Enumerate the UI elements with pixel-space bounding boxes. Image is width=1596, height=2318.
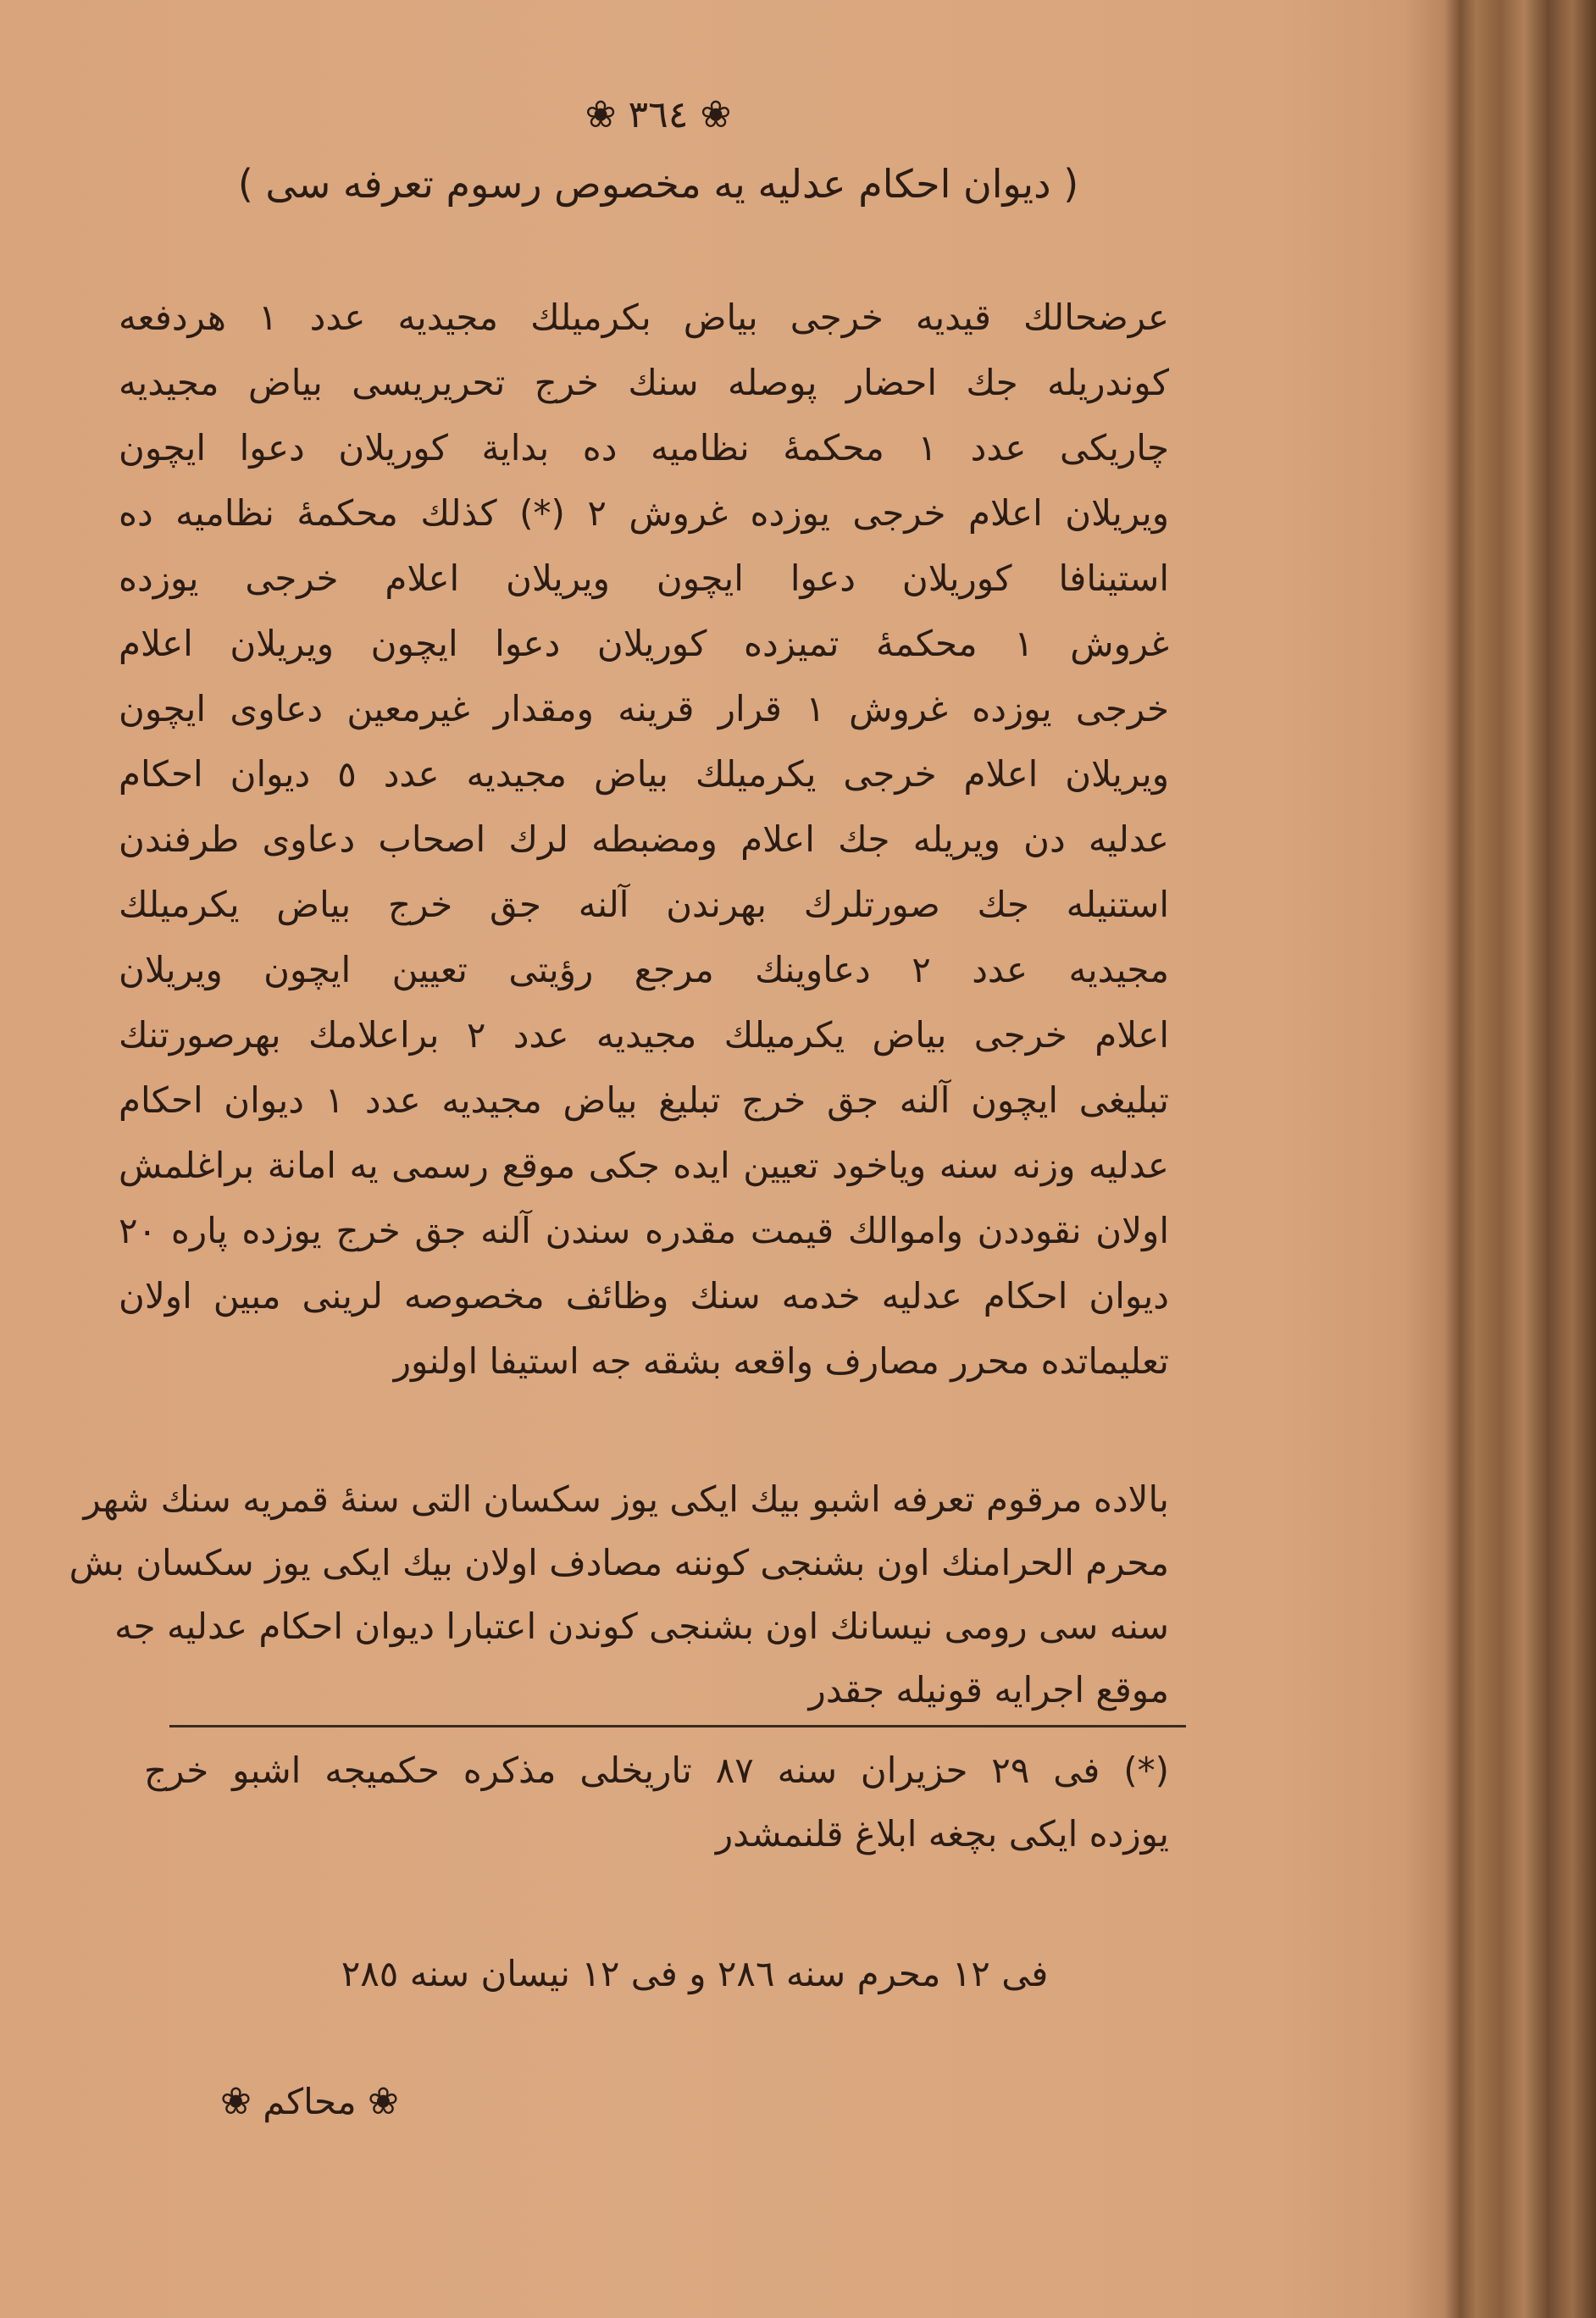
text-line: موقع اجرايه قونيله جقدر	[808, 1669, 1169, 1711]
text-line: تعليماتده محرر مصارف واقعه بشقه جه استيفا اولنور	[393, 1340, 1169, 1382]
page-title: ( ديوان احكام عدليه يه مخصوص رسوم تعرفه سى )	[237, 161, 1079, 207]
text-line: اولان نقوددن واموالك قيمت مقدره سندن آلنه جق خرج يوزده پاره ۲۰	[119, 1210, 1169, 1251]
text-line: استينافا كوريلان دعوا ايچون ويريلان اعلام خرجى يوزده	[119, 557, 1169, 599]
catchword	[220, 2080, 399, 2123]
text-line: غروش ۱ محكمهٔ تميزده كوريلان دعوا ايچون ويريلان اعلام	[119, 623, 1170, 664]
text-line: استنيله جك صورتلرك بهرندن آلنه جق خرج بياض يكرميلك	[119, 884, 1169, 925]
text-line: عرضحالك قيديه خرجى بياض بكرميلك مجيديه عدد ۱ هردفعه	[119, 297, 1170, 338]
text-line: عدليه دن ويريله جك اعلام ومضبطه لرك اصحاب دعاوى طرفندن	[119, 818, 1169, 860]
text-line: محرم الحرامنك اون بشنجى كوننه مصادف اولان بيك ايكى يوز سكسان بش	[69, 1542, 1169, 1583]
ornament-icon: ❀	[700, 93, 732, 136]
text-line: بالاده مرقوم تعرفه اشبو بيك ايكى يوز سكسان التى سنهٔ قمريه سنك شهر	[83, 1478, 1169, 1520]
footnote-line: يوزده ايكى بچغه ابلاغ قلنمشدر	[715, 1813, 1169, 1855]
ornament-icon: ❀	[585, 93, 617, 136]
page-number-text: ٣٦٤	[628, 93, 689, 136]
text-line: ويريلان اعلام خرجى يكرميلك بياض مجيديه عدد ٥ ديوان احكام	[119, 753, 1170, 795]
text-line: خرجى يوزده غروش ۱ قرار قرينه ومقدار غيرمعين دعاوى ايچون	[119, 688, 1170, 729]
catchword-text: محاكم	[263, 2081, 357, 2122]
text-line: عدليه وزنه سنه وياخود تعيين ايده جكى موقع رسمى يه امانة براغلمش	[119, 1145, 1169, 1186]
ornament-icon: ❀	[220, 2080, 252, 2123]
text-line: ديوان احكام عدليه خدمه سنك وظائف مخصوصه لرينى مبين اولان	[119, 1275, 1169, 1317]
text-line: اعلام خرجى بياض يكرميلك مجيديه عدد ۲ براعلامك بهرصورتنك	[119, 1014, 1169, 1056]
footnote-line: (*) فى ۲۹ حزيران سنه ۸۷ تاريخلى مذكره حكميجه اشبو خرج	[144, 1750, 1169, 1791]
text-line: سنه سى رومى نيسانك اون بشنجى كوندن اعتبارا ديوان احكام عدليه جه	[114, 1605, 1169, 1647]
text-line: ويريلان اعلام خرجى يوزده غروش ۲ (*) كذلك محكمهٔ نظاميه ده	[119, 492, 1169, 534]
text-line: كوندريله جك احضار پوصله سنك خرج تحريريسى بياض مجيديه	[119, 362, 1169, 403]
text-line: تبليغى ايچون آلنه جق خرج تبليغ بياض مجيديه عدد ۱ ديوان احكام	[119, 1079, 1169, 1121]
text-line: چاريكى عدد ۱ محكمهٔ نظاميه ده بداية كوريلان دعوا ايچون	[119, 427, 1169, 469]
ornament-icon: ❀	[367, 2080, 399, 2123]
date-line: فى ۱۲ محرم سنه ۲۸٦ و فى ۱۲ نيسان سنه ۲۸٥	[341, 1953, 1049, 1994]
page-number	[0, 93, 1596, 136]
footnote-divider	[169, 1725, 1186, 1727]
text-line: مجيديه عدد ۲ دعاوينك مرجع رؤيتى تعيين ايچون ويريلان	[119, 949, 1169, 990]
